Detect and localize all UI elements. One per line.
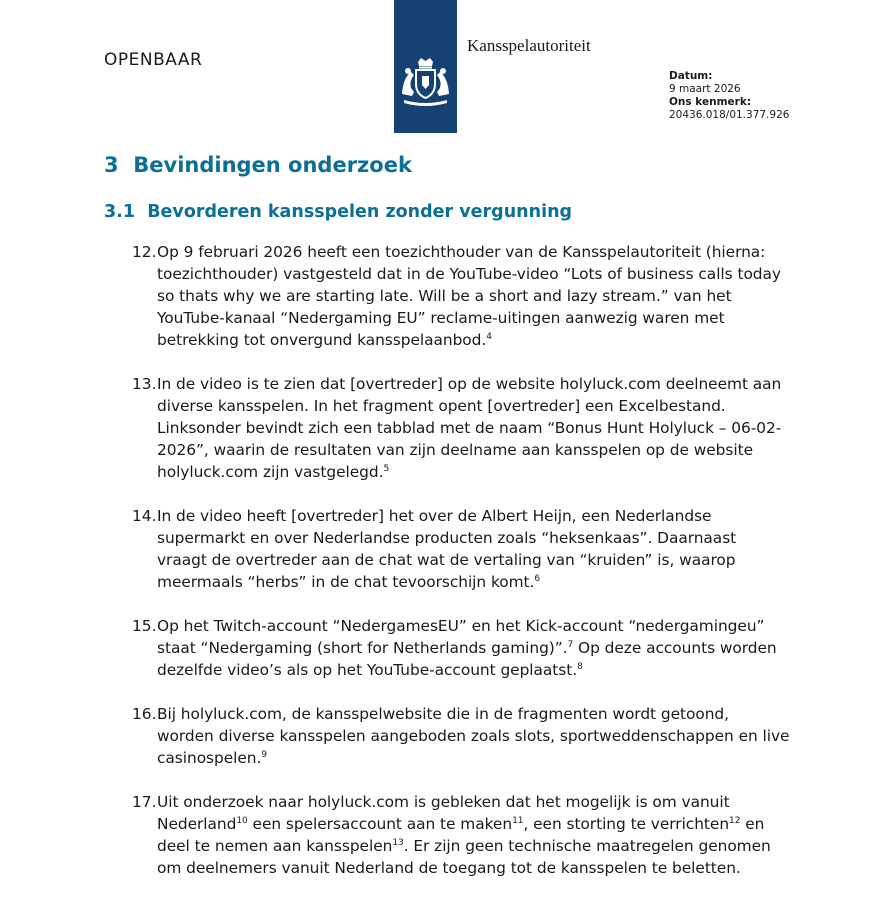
numbered-paragraph [100,615,790,681]
paragraph-text-segment: , een storting te verrichten [523,815,730,833]
paragraph-text-segment: Op 9 februari 2026 heeft een toezichthouder van de Kansspelautoriteit (hierna: toezichthouder) vastgesteld dat in de YouTube-video “Lots of business calls today so thats why we are starting late. Will be a short and lazy stream.” van het YouTube-kanaal “Nedergaming EU” reclame-uitingen aanwezig waren met betrekking tot onvergund kansspelaanbod. [157,243,781,349]
numbered-paragraph [100,505,790,593]
paragraph-text-segment: . Er zijn geen technische maatregelen genomen om deelnemers vanuit Nederland de toegang tot de kansspelen te beletten. [157,837,771,877]
paragraph-text-segment: Bij holyluck.com, de kansspelwebsite die in de fragmenten wordt getoond, worden diverse kansspelen aangeboden zoals slots, sportweddenschappen en live casinospelen. [157,705,790,767]
footnote-reference[interactable]: 4 [486,332,492,342]
footnote-reference[interactable]: 12 [729,816,741,826]
section-title: Bevindingen onderzoek [133,153,412,177]
paragraph-text-segment: Op deze accounts worden dezelfde video’s als op het YouTube-account geplaatst. [157,639,777,679]
paragraph-text-segment: Uit onderzoek naar holyluck.com is gebleken dat het mogelijk is om vanuit Nederland [157,793,730,833]
numbered-paragraphs [100,241,790,901]
paragraph-text [157,505,790,593]
numbered-paragraph [100,373,790,483]
footnote-reference[interactable]: 5 [383,464,390,474]
subsection-heading [104,202,572,222]
numbered-paragraph [100,703,790,769]
paragraph-number: 14. [132,507,157,525]
paragraph-number: 16. [132,705,157,723]
reference-value: 20436.018/01.377.926 [669,109,790,121]
paragraph-text [157,615,790,681]
date-label: Datum: [669,70,713,82]
reference-label: Ons kenmerk: [669,96,752,108]
paragraph-text-segment: Op het Twitch-account “NedergamesEU” en het Kick-account “nedergamingeu” staat “Nedergaming (short for Netherlands gaming)”. [157,617,765,657]
paragraph-text [157,241,790,351]
subsection-number: 3.1 [104,202,136,222]
footnote-reference[interactable]: 13 [392,838,404,848]
paragraph-text [157,703,790,769]
subsection-title: Bevorderen kansspelen zonder vergunning [147,202,573,222]
date-value: 9 maart 2026 [669,83,741,95]
paragraph-number: 12. [132,243,157,261]
paragraph-text [157,791,790,879]
paragraph-text-segment: een spelersaccount aan te maken [247,815,513,833]
organization-name: Kansspelautoriteit [467,36,591,55]
numbered-paragraph [100,241,790,351]
section-heading [104,153,412,177]
classification-label: OPENBAAR [104,50,203,70]
paragraph-text [157,373,790,483]
footnote-reference[interactable]: 9 [261,750,268,760]
document-metadata [669,70,789,122]
paragraph-text-segment: en deel te nemen aan kansspelen [157,815,765,855]
paragraph-number: 15. [132,617,157,635]
paragraph-text-segment: In de video is te zien dat [overtreder] op de website holyluck.com deelneemt aan diverse kansspelen. In het fragment opent [overtreder] een Excelbestand. Linksonder bevindt zich een tabblad met de naam “Bonus Hunt Holyluck – 06-02-2026”, waarin de resultaten van zijn deelname aan kansspelen op de website holyluck.com zijn vastgelegd. [157,375,782,481]
numbered-paragraph [100,791,790,879]
footnote-reference[interactable]: 11 [512,816,524,826]
government-banner [394,0,457,133]
paragraph-text-segment: In de video heeft [overtreder] het over de Albert Heijn, een Nederlandse supermarkt en over Nederlandse producten zoals “heksenkaas”. Daarnaast vraagt de overtreder aan de chat wat de vertaling van “kruiden” is, waarop meermaals “herbs” in de chat tevoorschijn komt. [157,507,737,591]
paragraph-number: 13. [132,375,157,393]
section-number: 3 [104,153,119,177]
footnote-reference[interactable]: 8 [577,662,583,672]
footnote-reference[interactable]: 10 [236,816,248,826]
dutch-government-coat-of-arms-icon [394,54,457,109]
footnote-reference[interactable]: 7 [567,640,574,650]
paragraph-number: 17. [132,793,157,811]
footnote-reference[interactable]: 6 [534,574,541,584]
